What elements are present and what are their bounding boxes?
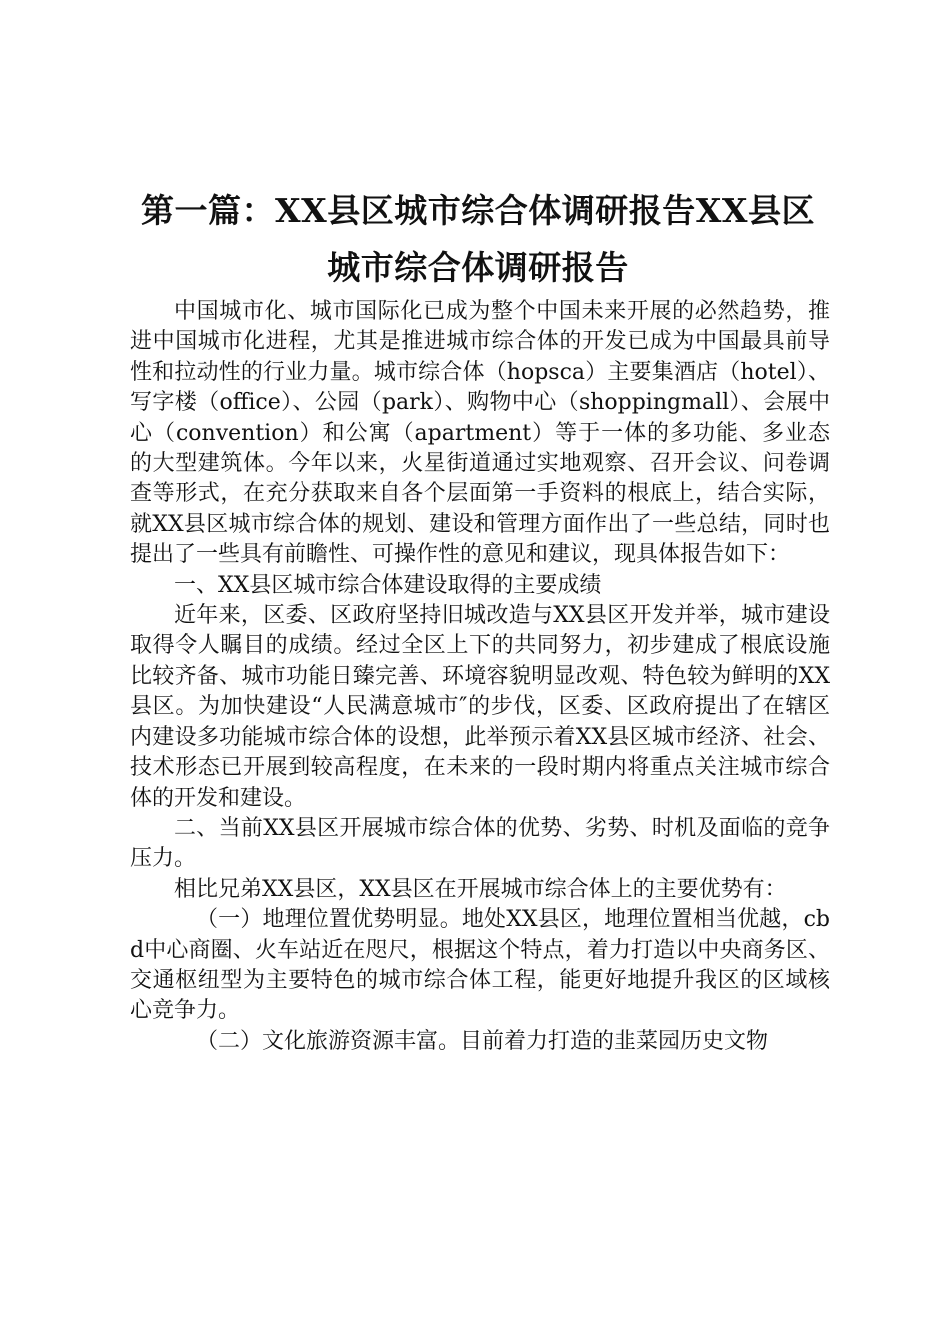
document-title-line-2: 城市综合体调研报告 [327,248,629,287]
paragraph-advantage-1: （一）地理位置优势明显。地处XX县区，地理位置相当优越，cbd中心商圈、火车站近在咫尺，根据这个特点，着力打造以中央商务区、交通枢纽型为主要特色的城市综合体工程，能更好地提升我区的区域核心竞争力。 [130,907,830,1024]
paragraph-advantages-intro: 相比兄弟XX县区，XX县区在开展城市综合体上的主要优势有： [174,876,787,902]
section-heading-2: 二、当前XX县区开展城市综合体的优势、劣势、时机及面临的竞争压力。 [130,815,830,872]
paragraph-intro: 中国城市化、城市国际化已成为整个中国未来开展的必然趋势，推进中国城市化进程，尤其是推进城市综合体的开发已成为中国最具前导性和拉动性的行业力量。城市综合体（hopsca）主要集酒店（hotel）、写字楼（office）、公园（park）、购物中心（shoppingmall）、会展中心（convention）和公寓（apartment）等于一体的多功能、多业态的大型建筑体。今年以来，火星街道通过实地观察、召开会议、问卷调查等形式，在充分获取来自各个层面第一手资料的根底上，结合实际，就XX县区城市综合体的规划、建设和管理方面作出了一些总结，同时也提出了一些具有前瞻性、可操作性的意见和建议，现具体报告如下： [130,299,830,568]
section-heading-1: 一、XX县区城市综合体建设取得的主要成绩 [174,572,602,598]
paragraph-achievements: 近年来，区委、区政府坚持旧城改造与XX县区开发并举，城市建设取得令人瞩目的成绩。经过全区上下的共同努力，初步建成了根底设施比较齐备、城市功能日臻完善、环境容貌明显改观、特色较为鲜明的XX县区。为加快建设“人民满意城市″的步伐，区委、区政府提出了在辖区内建设多功能城市综合体的设想，此举预示着XX县区城市经济、社会、技术形态已开展到较高程度，在未来的一段时期内将重点关注城市综合体的开发和建设。 [130,603,830,811]
document-body [130,297,830,1057]
paragraph-advantage-2: （二）文化旅游资源丰富。目前着力打造的韭菜园历史文物 [196,1028,769,1054]
document-title-line-1: 第一篇：XX县区城市综合体调研报告XX县区 [141,191,815,230]
